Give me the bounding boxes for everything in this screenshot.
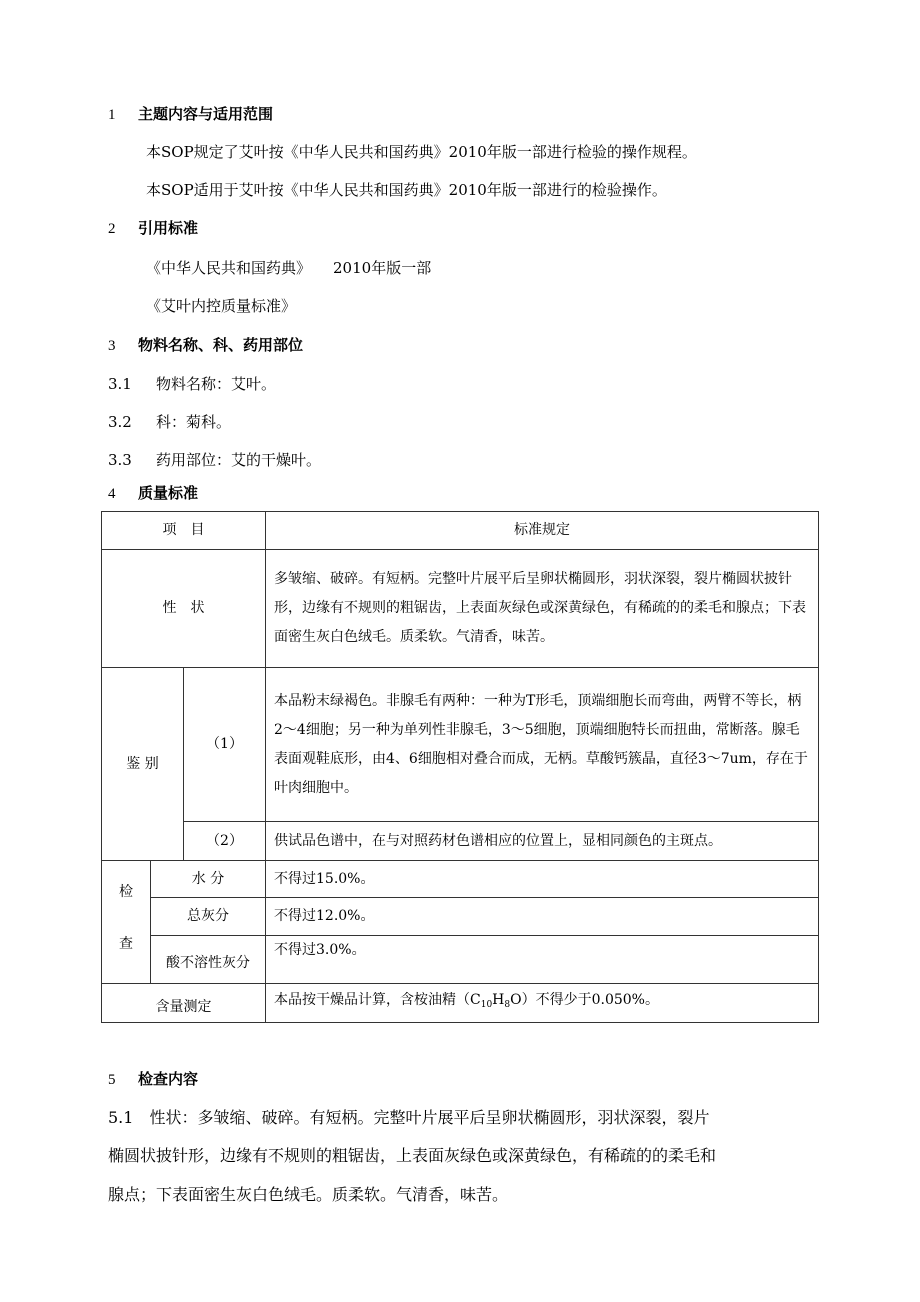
quality-standard-table (101, 511, 819, 1023)
row-text (266, 984, 819, 1023)
section-4-heading (108, 483, 198, 504)
header-item: 项 目 (102, 512, 266, 550)
table-header-row (102, 512, 819, 550)
table-row (102, 984, 819, 1023)
item-number: 3.3 (108, 451, 132, 469)
row-text: 不得过12.0%。 (266, 898, 819, 936)
item-text: 物料名称：艾叶。 (156, 375, 277, 393)
row-label: 鉴 别 (102, 668, 184, 861)
list-item (108, 450, 321, 470)
section-number: 2 (108, 221, 116, 237)
section-number: 1 (108, 107, 116, 123)
subscript: 8 (504, 1000, 511, 1010)
label-char: 查 (119, 936, 133, 952)
section-1-heading (108, 104, 273, 125)
section-title: 引用标准 (138, 219, 199, 237)
section-2-heading (108, 218, 198, 239)
section-number: 4 (108, 486, 116, 502)
sub-label: 酸不溶性灰分 (151, 936, 266, 984)
section-number: 3 (108, 338, 116, 354)
sub-label: 总灰分 (151, 898, 266, 936)
table-row (102, 898, 819, 936)
paragraph: 本SOP适用于艾叶按《中华人民共和国药典》2010年版一部进行的检验操作。 (146, 181, 667, 199)
label-char: 检 (119, 884, 133, 900)
reference-title: 《中华人民共和国药典》 (146, 259, 312, 277)
section-title: 物料名称、科、药用部位 (138, 336, 304, 354)
row-label: 含量测定 (102, 984, 266, 1023)
list-item (108, 374, 276, 394)
reference-edition: 2010年版一部 (333, 259, 432, 277)
row-text: 多皱缩、破碎。有短柄。完整叶片展平后呈卵状椭圆形，羽状深裂，裂片椭圆状披针形，边缘有不规则的粗锯齿，上表面灰绿色或深黄绿色，有稀疏的的柔毛和腺点；下表面密生灰白色绒毛。质柔软。气清香，味苦。 (266, 550, 819, 668)
row-text: 不得过15.0%。 (266, 861, 819, 898)
paragraph-line: 腺点；下表面密生灰白色绒毛。质柔软。气清香，味苦。 (108, 1185, 509, 1204)
item-text: 药用部位：艾的干燥叶。 (156, 451, 322, 469)
sub-label: （2） (184, 822, 266, 861)
paragraph-line: 椭圆状披针形，边缘有不规则的粗锯齿，上表面灰绿色或深黄绿色，有稀疏的的柔毛和 (108, 1146, 717, 1165)
row-text: 本品粉末绿褐色。非腺毛有两种：一种为T形毛，顶端细胞长而弯曲，两臂不等长，柄2～4细胞；另一种为单列性非腺毛，3～5细胞，顶端细胞特长而扭曲，常断落。腺毛表面观鞋底形，由4、6细胞相对叠合而成，无柄。草酸钙簇晶，直径3～7um，存在于叶肉细胞中。 (266, 668, 819, 822)
section-5-heading (108, 1069, 198, 1090)
section-3-heading (108, 335, 303, 356)
text-part: 本品按干燥品计算，含桉油精（C (274, 992, 481, 1008)
table-row (102, 668, 819, 822)
row-label: 性 状 (102, 550, 266, 668)
paragraph-line: 5.1 性状：多皱缩、破碎。有短柄。完整叶片展平后呈卵状椭圆形，羽状深裂，裂片 (108, 1108, 710, 1127)
list-item (108, 412, 231, 432)
section-number: 5 (108, 1072, 116, 1088)
item-number: 3.1 (108, 375, 132, 393)
row-text: 不得过3.0%。 (266, 936, 819, 984)
reference-2: 《艾叶内控质量标准》 (146, 297, 297, 315)
table-row (102, 550, 819, 668)
header-standard: 标准规定 (266, 512, 819, 550)
sub-label: 水 分 (151, 861, 266, 898)
section-title: 主题内容与适用范围 (138, 105, 274, 123)
row-text: 供试品色谱中，在与对照药材色谱相应的位置上，显相同颜色的主斑点。 (266, 822, 819, 861)
table-row (102, 861, 819, 898)
text-part: O）不得少于0.050%。 (510, 992, 659, 1008)
section-title: 检查内容 (138, 1070, 199, 1088)
item-text: 科：菊科。 (156, 413, 232, 431)
row-label (102, 861, 151, 984)
sub-label: （1） (184, 668, 266, 822)
paragraph: 本SOP规定了艾叶按《中华人民共和国药典》2010年版一部进行检验的操作规程。 (146, 143, 697, 161)
text-part: H (492, 992, 505, 1008)
item-number: 3.2 (108, 413, 132, 431)
subscript: 10 (480, 1000, 493, 1010)
reference-1 (146, 258, 431, 278)
table-row (102, 822, 819, 861)
section-title: 质量标准 (138, 484, 199, 502)
table-row (102, 936, 819, 984)
